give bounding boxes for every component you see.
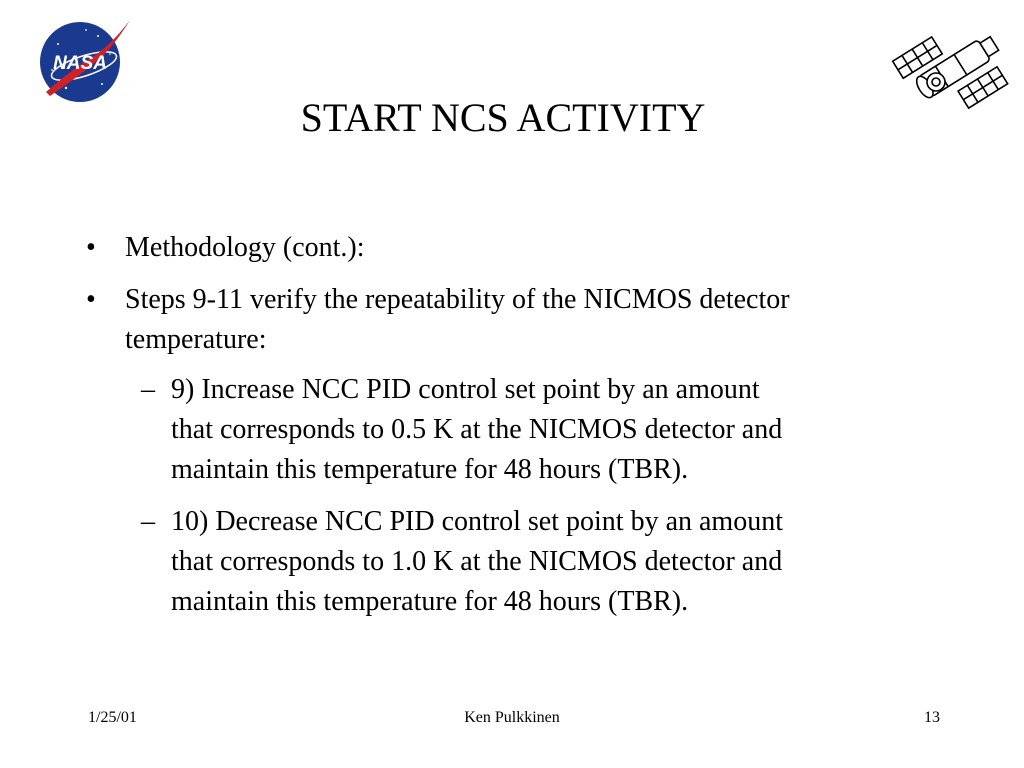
sub-bullet-marker: –: [141, 374, 155, 405]
sub-bullet-marker: –: [141, 506, 155, 537]
bullet-text: Methodology (cont.):: [125, 232, 365, 263]
bullet-marker: •: [86, 284, 96, 315]
sub-bullet-text: 9) Increase NCC PID control set point by an amount that corresponds to 0.5 K at the NICMOS detector and maintain this temperature for 48 hours (TBR).: [171, 374, 783, 485]
slide-title: START NCS ACTIVITY: [300, 95, 706, 140]
bullet-marker: •: [86, 232, 96, 263]
sub-bullet-text: 10) Decrease NCC PID control set point by an amount that corresponds to 1.0 K at the NICMOS detector and maintain this temperature for 48 hours (TBR).: [171, 506, 783, 617]
bullet-text: Steps 9-11 verify the repeatability of the NICMOS detector temperature:: [125, 284, 790, 355]
footer-date: 1/25/01: [88, 709, 137, 726]
footer-author: Ken Pulkkinen: [464, 709, 560, 726]
svg-text:NASA: NASA: [53, 53, 107, 74]
footer-page-number: 13: [924, 709, 940, 726]
